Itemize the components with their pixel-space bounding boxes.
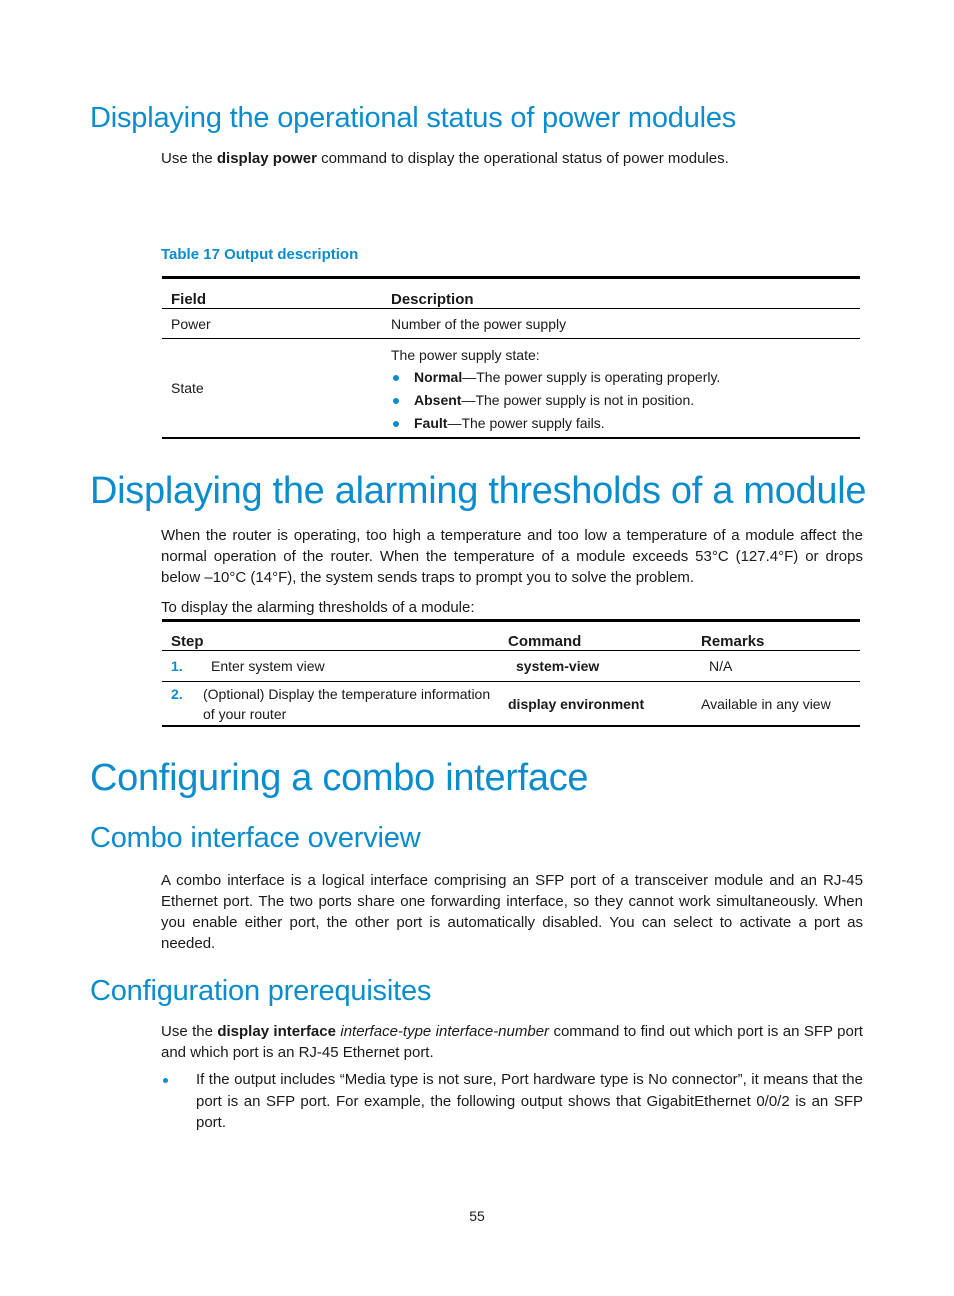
bullet-icon: [393, 375, 399, 381]
bullet-text: If the output includes “Media type is not sure, Port hardware type is No connector”, it means that the port is an SFP port. For example, the following output shows that GigabitEthernet 0/0/2 is an SFP port.: [196, 1071, 863, 1131]
command-args: interface-type interface-number: [335, 1023, 550, 1040]
command-system-view: system-view: [499, 651, 692, 682]
remarks-na: N/A: [692, 651, 860, 682]
output-description-table: [162, 276, 860, 439]
table-header-row: [162, 621, 860, 651]
table-header-row: [162, 278, 860, 309]
state-term: Absent: [414, 391, 462, 408]
section-heading-power-status: Displaying the operational status of power modules: [90, 102, 737, 134]
table-row: [162, 339, 860, 439]
table-row: [162, 682, 860, 727]
step-number: 1.: [171, 658, 183, 674]
step-text: Enter system view: [211, 658, 325, 674]
para-prefix: Use the: [161, 1023, 218, 1040]
prerequisites-paragraph: [161, 1021, 863, 1063]
state-intro: The power supply state:: [391, 346, 540, 363]
bullet-icon: [393, 421, 399, 427]
list-item: [391, 412, 860, 435]
para-suffix: command to find out which port is an SFP port and which port is an RJ-45 Ethernet port.: [161, 1023, 863, 1061]
state-text: —The power supply is not in position.: [461, 391, 695, 408]
header-remarks: Remarks: [692, 621, 860, 651]
table-row: [162, 651, 860, 682]
state-term: Fault: [414, 414, 448, 431]
intro-suffix: command to display the operational status of power modules.: [316, 150, 729, 167]
description-state: [382, 339, 860, 439]
state-term: Normal: [414, 368, 463, 385]
page-number: 55: [469, 1208, 485, 1224]
header-command: Command: [499, 621, 692, 651]
state-text: —The power supply fails.: [447, 414, 605, 431]
steps-table: [162, 619, 860, 727]
table-row: [162, 309, 860, 339]
description-power: Number of the power supply: [382, 309, 860, 339]
header-description: Description: [382, 278, 860, 309]
header-step: Step: [162, 621, 499, 651]
section-heading-combo-overview: Combo interface overview: [90, 822, 421, 854]
step-content: [171, 684, 499, 724]
bullet-icon: [393, 398, 399, 404]
step-cell: [162, 651, 499, 682]
command-display-environment: display environment: [508, 695, 645, 712]
section-heading-alarm-thresholds: Displaying the alarming thresholds of a module: [90, 470, 867, 512]
state-list: [391, 366, 860, 435]
combo-overview-paragraph: A combo interface is a logical interface comprising an SFP port of a transceiver module and an RJ-45 Ethernet port. The two ports share one forwarding interface, so they cannot work simultaneously. When you enable either port, the other port is automatically disabled. You can select to activate a port as needed.: [161, 872, 863, 952]
intro-prefix: Use the: [161, 150, 217, 167]
table-caption: Table 17 Output description: [161, 246, 359, 263]
prerequisites-bullet: [161, 1069, 863, 1134]
alarm-lead: To display the alarming thresholds of a module:: [161, 599, 475, 616]
display-power-command: display power: [216, 150, 317, 167]
power-intro-paragraph: [161, 148, 863, 169]
state-text: —The power supply is operating properly.: [462, 368, 721, 385]
step-text-line: (Optional) Display the temperature information: [203, 685, 491, 702]
header-field: Field: [162, 278, 382, 309]
field-power: Power: [162, 309, 382, 339]
step-cell: [162, 682, 499, 727]
field-state: State: [171, 380, 204, 396]
display-interface-command: display interface: [217, 1023, 336, 1040]
section-heading-prerequisites: Configuration prerequisites: [90, 975, 432, 1007]
alarm-paragraph: When the router is operating, too high a temperature and too low a temperature of a module affect the normal operation of the router. When the temperature of a module exceeds 53°C (127.4°F) or drops below –10°C (14°F), the system sends traps to prompt you to solve the problem.: [161, 527, 863, 586]
section-heading-combo-interface: Configuring a combo interface: [90, 757, 589, 799]
step-number: 2.: [171, 685, 183, 702]
step-text-line: of your router: [203, 705, 287, 722]
list-item: [391, 389, 860, 412]
remarks-any-view: Available in any view: [701, 695, 831, 712]
list-item: [391, 366, 860, 389]
bullet-icon: [163, 1078, 168, 1083]
